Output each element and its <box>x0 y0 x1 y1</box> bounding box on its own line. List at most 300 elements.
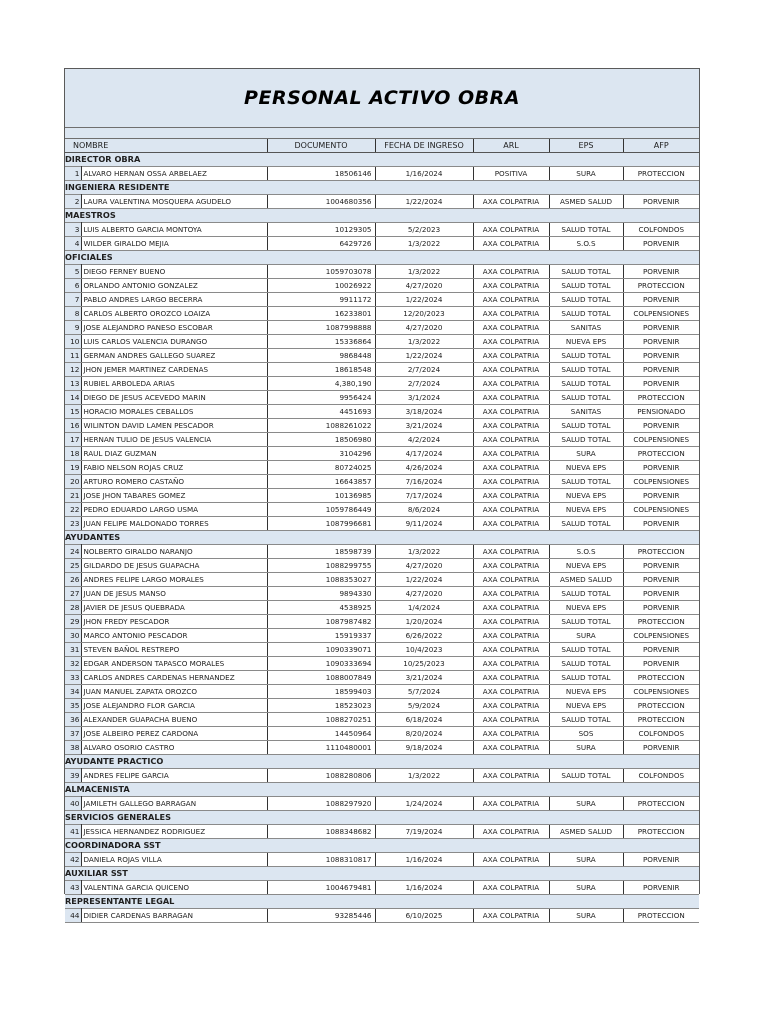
cell-nombre: JAVIER DE JESUS QUEBRADA <box>81 601 267 615</box>
cell-eps: SALUD TOTAL <box>549 517 623 531</box>
cell-documento: 18506980 <box>267 433 375 447</box>
cell-eps: SURA <box>549 797 623 811</box>
table-row <box>65 279 699 293</box>
cell-arl: AXA COLPATRIA <box>473 643 549 657</box>
cell-arl: AXA COLPATRIA <box>473 727 549 741</box>
cell-fecha: 1/3/2022 <box>375 545 473 559</box>
row-number: 7 <box>65 293 81 307</box>
row-number: 20 <box>65 475 81 489</box>
cell-documento: 1004679481 <box>267 881 375 895</box>
row-number: 31 <box>65 643 81 657</box>
cell-documento: 10129305 <box>267 223 375 237</box>
cell-documento: 1088280806 <box>267 769 375 783</box>
table-row <box>65 727 699 741</box>
cell-fecha: 10/4/2023 <box>375 643 473 657</box>
category-row <box>65 209 699 223</box>
cell-eps: NUEVA EPS <box>549 503 623 517</box>
cell-documento: 1059703078 <box>267 265 375 279</box>
cell-documento: 1087998888 <box>267 321 375 335</box>
cell-nombre: ALVARO HERNAN OSSA ARBELAEZ <box>81 167 267 181</box>
cell-afp: COLPENSIONES <box>623 433 699 447</box>
column-header-arl: ARL <box>473 139 549 153</box>
cell-fecha: 3/1/2024 <box>375 391 473 405</box>
cell-afp: COLPENSIONES <box>623 629 699 643</box>
cell-documento: 4538925 <box>267 601 375 615</box>
cell-nombre: JOSE ALBEIRO PEREZ CARDONA <box>81 727 267 741</box>
cell-arl: AXA COLPATRIA <box>473 321 549 335</box>
table-row <box>65 293 699 307</box>
cell-nombre: HORACIO MORALES CEBALLOS <box>81 405 267 419</box>
cell-afp: PROTECCION <box>623 615 699 629</box>
row-number: 39 <box>65 769 81 783</box>
cell-fecha: 5/2/2023 <box>375 223 473 237</box>
row-number: 30 <box>65 629 81 643</box>
cell-afp: PORVENIR <box>623 293 699 307</box>
table-row <box>65 419 699 433</box>
cell-afp: PORVENIR <box>623 377 699 391</box>
cell-nombre: DIEGO DE JESUS ACEVEDO MARIN <box>81 391 267 405</box>
row-number: 1 <box>65 167 81 181</box>
title-band <box>65 69 699 127</box>
row-number: 42 <box>65 853 81 867</box>
cell-afp: PROTECCION <box>623 447 699 461</box>
cell-documento: 10136985 <box>267 489 375 503</box>
cell-nombre: FABIO NELSON ROJAS CRUZ <box>81 461 267 475</box>
row-number: 17 <box>65 433 81 447</box>
cell-arl: AXA COLPATRIA <box>473 853 549 867</box>
cell-documento: 15919337 <box>267 629 375 643</box>
cell-fecha: 6/26/2022 <box>375 629 473 643</box>
cell-afp: PORVENIR <box>623 643 699 657</box>
table-row <box>65 769 699 783</box>
table-row <box>65 489 699 503</box>
cell-arl: AXA COLPATRIA <box>473 825 549 839</box>
cell-arl: AXA COLPATRIA <box>473 489 549 503</box>
cell-documento: 15336864 <box>267 335 375 349</box>
cell-eps: SOS <box>549 727 623 741</box>
cell-arl: AXA COLPATRIA <box>473 405 549 419</box>
cell-nombre: JOSE ALEJANDRO FLOR GARCIA <box>81 699 267 713</box>
cell-documento: 18523023 <box>267 699 375 713</box>
cell-afp: PENSIONADO <box>623 405 699 419</box>
cell-fecha: 5/9/2024 <box>375 699 473 713</box>
cell-fecha: 4/27/2020 <box>375 321 473 335</box>
cell-arl: AXA COLPATRIA <box>473 573 549 587</box>
cell-eps: SALUD TOTAL <box>549 615 623 629</box>
cell-documento: 9894330 <box>267 587 375 601</box>
category-label: OFICIALES <box>65 251 699 265</box>
cell-arl: AXA COLPATRIA <box>473 503 549 517</box>
table-row <box>65 223 699 237</box>
cell-fecha: 8/6/2024 <box>375 503 473 517</box>
table-row <box>65 265 699 279</box>
cell-fecha: 1/22/2024 <box>375 349 473 363</box>
cell-afp: PORVENIR <box>623 881 699 895</box>
cell-nombre: EDGAR ANDERSON TAPASCO MORALES <box>81 657 267 671</box>
cell-nombre: JAMILETH GALLEGO BARRAGAN <box>81 797 267 811</box>
table-row <box>65 629 699 643</box>
cell-afp: PROTECCION <box>623 825 699 839</box>
cell-afp: PORVENIR <box>623 559 699 573</box>
cell-eps: SALUD TOTAL <box>549 713 623 727</box>
cell-arl: AXA COLPATRIA <box>473 769 549 783</box>
row-number: 32 <box>65 657 81 671</box>
cell-nombre: CARLOS ALBERTO OROZCO LOAIZA <box>81 307 267 321</box>
cell-nombre: ANDRES FELIPE GARCIA <box>81 769 267 783</box>
table-row <box>65 447 699 461</box>
cell-fecha: 1/3/2022 <box>375 265 473 279</box>
cell-documento: 1088348682 <box>267 825 375 839</box>
cell-afp: PORVENIR <box>623 461 699 475</box>
cell-eps: SALUD TOTAL <box>549 223 623 237</box>
cell-arl: AXA COLPATRIA <box>473 475 549 489</box>
cell-nombre: JHON JEMER MARTINEZ CARDENAS <box>81 363 267 377</box>
cell-fecha: 1/22/2024 <box>375 293 473 307</box>
cell-eps: SURA <box>549 853 623 867</box>
cell-fecha: 1/3/2022 <box>375 769 473 783</box>
cell-afp: PORVENIR <box>623 363 699 377</box>
cell-nombre: RAUL DIAZ GUZMAN <box>81 447 267 461</box>
cell-documento: 4,380,190 <box>267 377 375 391</box>
row-number: 38 <box>65 741 81 755</box>
spacer-row <box>65 128 699 139</box>
cell-arl: AXA COLPATRIA <box>473 615 549 629</box>
cell-afp: COLPENSIONES <box>623 503 699 517</box>
cell-afp: PORVENIR <box>623 573 699 587</box>
cell-nombre: HERNAN TULIO DE JESUS VALENCIA <box>81 433 267 447</box>
cell-nombre: ANDRES FELIPE LARGO MORALES <box>81 573 267 587</box>
row-number: 2 <box>65 195 81 209</box>
cell-arl: AXA COLPATRIA <box>473 461 549 475</box>
table-row <box>65 433 699 447</box>
cell-eps: SALUD TOTAL <box>549 587 623 601</box>
row-number: 6 <box>65 279 81 293</box>
table-row <box>65 559 699 573</box>
cell-afp: PROTECCION <box>623 909 699 923</box>
cell-documento: 1090333694 <box>267 657 375 671</box>
category-row <box>65 895 699 909</box>
cell-eps: SALUD TOTAL <box>549 363 623 377</box>
cell-eps: SURA <box>549 881 623 895</box>
cell-afp: PROTECCION <box>623 545 699 559</box>
category-label: SERVICIOS GENERALES <box>65 811 699 825</box>
cell-eps: NUEVA EPS <box>549 461 623 475</box>
cell-documento: 9956424 <box>267 391 375 405</box>
cell-documento: 10026922 <box>267 279 375 293</box>
row-number: 29 <box>65 615 81 629</box>
row-number: 12 <box>65 363 81 377</box>
cell-afp: PORVENIR <box>623 321 699 335</box>
cell-fecha: 4/17/2024 <box>375 447 473 461</box>
table-row <box>65 671 699 685</box>
cell-eps: SALUD TOTAL <box>549 307 623 321</box>
cell-eps: SALUD TOTAL <box>549 433 623 447</box>
cell-eps: SALUD TOTAL <box>549 419 623 433</box>
cell-documento: 1088310817 <box>267 853 375 867</box>
table-row <box>65 573 699 587</box>
cell-afp: COLFONDOS <box>623 769 699 783</box>
cell-documento: 1088270251 <box>267 713 375 727</box>
cell-arl: POSITIVA <box>473 167 549 181</box>
row-number: 28 <box>65 601 81 615</box>
cell-nombre: WILDER GIRALDO MEJIA <box>81 237 267 251</box>
cell-afp: PORVENIR <box>623 741 699 755</box>
cell-arl: AXA COLPATRIA <box>473 545 549 559</box>
column-header-eps: EPS <box>549 139 623 153</box>
cell-fecha: 3/18/2024 <box>375 405 473 419</box>
cell-eps: SALUD TOTAL <box>549 293 623 307</box>
cell-fecha: 2/7/2024 <box>375 377 473 391</box>
cell-nombre: PEDRO EDUARDO LARGO USMA <box>81 503 267 517</box>
row-number: 27 <box>65 587 81 601</box>
category-row <box>65 251 699 265</box>
table-row <box>65 405 699 419</box>
column-header-documento: DOCUMENTO <box>267 139 375 153</box>
table-row <box>65 475 699 489</box>
cell-nombre: ALVARO OSORIO CASTRO <box>81 741 267 755</box>
page-title: PERSONAL ACTIVO OBRA <box>244 87 520 109</box>
cell-fecha: 6/18/2024 <box>375 713 473 727</box>
row-number: 11 <box>65 349 81 363</box>
cell-arl: AXA COLPATRIA <box>473 363 549 377</box>
spreadsheet <box>64 68 700 920</box>
cell-afp: PORVENIR <box>623 195 699 209</box>
table-row <box>65 363 699 377</box>
cell-documento: 1059786449 <box>267 503 375 517</box>
cell-documento: 3104296 <box>267 447 375 461</box>
table-row <box>65 237 699 251</box>
category-row <box>65 839 699 853</box>
category-row <box>65 867 699 881</box>
cell-nombre: RUBIEL ARBOLEDA ARIAS <box>81 377 267 391</box>
row-number: 23 <box>65 517 81 531</box>
header-row <box>65 139 699 153</box>
row-number: 13 <box>65 377 81 391</box>
cell-arl: AXA COLPATRIA <box>473 377 549 391</box>
table-row <box>65 909 699 923</box>
cell-nombre: LUIS ALBERTO GARCIA MONTOYA <box>81 223 267 237</box>
cell-arl: AXA COLPATRIA <box>473 685 549 699</box>
row-number: 36 <box>65 713 81 727</box>
cell-eps: SALUD TOTAL <box>549 391 623 405</box>
row-number: 41 <box>65 825 81 839</box>
footer-spacer-row <box>65 923 699 934</box>
cell-eps: NUEVA EPS <box>549 699 623 713</box>
cell-documento: 9868448 <box>267 349 375 363</box>
column-header-afp: AFP <box>623 139 699 153</box>
cell-eps: ASMED SALUD <box>549 195 623 209</box>
row-number: 22 <box>65 503 81 517</box>
cell-eps: SALUD TOTAL <box>549 265 623 279</box>
cell-nombre: JUAN FELIPE MALDONADO TORRES <box>81 517 267 531</box>
row-number: 14 <box>65 391 81 405</box>
cell-documento: 1088261022 <box>267 419 375 433</box>
cell-arl: AXA COLPATRIA <box>473 237 549 251</box>
table-row <box>65 335 699 349</box>
cell-nombre: JOSE JHON TABARES GOMEZ <box>81 489 267 503</box>
cell-eps: SANITAS <box>549 321 623 335</box>
cell-eps: ASMED SALUD <box>549 825 623 839</box>
category-row <box>65 755 699 769</box>
cell-fecha: 3/21/2024 <box>375 671 473 685</box>
cell-afp: COLFONDOS <box>623 727 699 741</box>
cell-fecha: 1/20/2024 <box>375 615 473 629</box>
cell-afp: PORVENIR <box>623 237 699 251</box>
cell-nombre: GILDARDO DE JESUS GUAPACHA <box>81 559 267 573</box>
category-label: MAESTROS <box>65 209 699 223</box>
table-row <box>65 545 699 559</box>
row-number: 26 <box>65 573 81 587</box>
cell-eps: NUEVA EPS <box>549 601 623 615</box>
cell-fecha: 1/16/2024 <box>375 853 473 867</box>
cell-nombre: ORLANDO ANTONIO GONZALEZ <box>81 279 267 293</box>
table-row <box>65 377 699 391</box>
cell-afp: COLFONDOS <box>623 223 699 237</box>
cell-fecha: 1/24/2024 <box>375 797 473 811</box>
cell-documento: 1088299755 <box>267 559 375 573</box>
cell-fecha: 1/3/2022 <box>375 335 473 349</box>
category-row <box>65 811 699 825</box>
row-number: 21 <box>65 489 81 503</box>
cell-fecha: 1/3/2022 <box>375 237 473 251</box>
cell-arl: AXA COLPATRIA <box>473 293 549 307</box>
row-number: 19 <box>65 461 81 475</box>
cell-afp: COLPENSIONES <box>623 307 699 321</box>
cell-arl: AXA COLPATRIA <box>473 657 549 671</box>
cell-fecha: 4/2/2024 <box>375 433 473 447</box>
cell-afp: PROTECCION <box>623 699 699 713</box>
cell-afp: PORVENIR <box>623 419 699 433</box>
cell-nombre: ALEXANDER GUAPACHA BUENO <box>81 713 267 727</box>
table-row <box>65 601 699 615</box>
row-number: 3 <box>65 223 81 237</box>
cell-documento: 4451693 <box>267 405 375 419</box>
cell-documento: 1088007849 <box>267 671 375 685</box>
cell-fecha: 12/20/2023 <box>375 307 473 321</box>
cell-nombre: JOSE ALEJANDRO PANESO ESCOBAR <box>81 321 267 335</box>
cell-afp: PORVENIR <box>623 265 699 279</box>
cell-nombre: STEVEN BAÑOL RESTREPO <box>81 643 267 657</box>
row-number: 37 <box>65 727 81 741</box>
cell-nombre: LAURA VALENTINA MOSQUERA AGUDELO <box>81 195 267 209</box>
table-row <box>65 503 699 517</box>
cell-arl: AXA COLPATRIA <box>473 629 549 643</box>
row-number: 34 <box>65 685 81 699</box>
cell-documento: 16233801 <box>267 307 375 321</box>
cell-afp: PORVENIR <box>623 349 699 363</box>
category-label: INGENIERA RESIDENTE <box>65 181 699 195</box>
table-row <box>65 853 699 867</box>
cell-eps: SURA <box>549 167 623 181</box>
cell-fecha: 4/27/2020 <box>375 279 473 293</box>
row-number: 9 <box>65 321 81 335</box>
cell-arl: AXA COLPATRIA <box>473 349 549 363</box>
cell-eps: NUEVA EPS <box>549 685 623 699</box>
cell-arl: AXA COLPATRIA <box>473 741 549 755</box>
cell-arl: AXA COLPATRIA <box>473 517 549 531</box>
table-row <box>65 881 699 895</box>
cell-fecha: 9/11/2024 <box>375 517 473 531</box>
cell-eps: SALUD TOTAL <box>549 657 623 671</box>
cell-nombre: MARCO ANTONIO PESCADOR <box>81 629 267 643</box>
table-row <box>65 741 699 755</box>
cell-afp: PORVENIR <box>623 489 699 503</box>
category-label: AUXILIAR SST <box>65 867 699 881</box>
cell-nombre: JUAN DE JESUS MANSO <box>81 587 267 601</box>
cell-eps: SURA <box>549 909 623 923</box>
cell-documento: 18506146 <box>267 167 375 181</box>
cell-afp: PORVENIR <box>623 853 699 867</box>
cell-arl: AXA COLPATRIA <box>473 391 549 405</box>
cell-nombre: JUAN MANUEL ZAPATA OROZCO <box>81 685 267 699</box>
table-row <box>65 391 699 405</box>
row-number: 24 <box>65 545 81 559</box>
table-row <box>65 587 699 601</box>
cell-afp: PROTECCION <box>623 797 699 811</box>
cell-eps: SURA <box>549 741 623 755</box>
cell-afp: PORVENIR <box>623 587 699 601</box>
cell-nombre: JESSICA HERNANDEZ RODRIGUEZ <box>81 825 267 839</box>
table-row <box>65 797 699 811</box>
row-number: 15 <box>65 405 81 419</box>
cell-fecha: 7/16/2024 <box>375 475 473 489</box>
cell-arl: AXA COLPATRIA <box>473 797 549 811</box>
cell-nombre: ARTURO ROMERO CASTAÑO <box>81 475 267 489</box>
row-number: 5 <box>65 265 81 279</box>
cell-afp: PROTECCION <box>623 167 699 181</box>
cell-documento: 1087987482 <box>267 615 375 629</box>
category-label: REPRESENTANTE LEGAL <box>65 895 699 909</box>
cell-eps: NUEVA EPS <box>549 489 623 503</box>
cell-arl: AXA COLPATRIA <box>473 419 549 433</box>
cell-fecha: 4/27/2020 <box>375 559 473 573</box>
cell-fecha: 6/10/2025 <box>375 909 473 923</box>
cell-documento: 1087996681 <box>267 517 375 531</box>
cell-fecha: 1/16/2024 <box>375 881 473 895</box>
cell-eps: SURA <box>549 447 623 461</box>
cell-eps: S.O.S <box>549 545 623 559</box>
table-row <box>65 615 699 629</box>
category-label: DIRECTOR OBRA <box>65 153 699 167</box>
cell-afp: PROTECCION <box>623 391 699 405</box>
cell-arl: AXA COLPATRIA <box>473 587 549 601</box>
cell-fecha: 1/4/2024 <box>375 601 473 615</box>
cell-eps: SALUD TOTAL <box>549 377 623 391</box>
cell-afp: PROTECCION <box>623 279 699 293</box>
cell-nombre: PABLO ANDRES LARGO BECERRA <box>81 293 267 307</box>
cell-nombre: CARLOS ANDRES CARDENAS HERNANDEZ <box>81 671 267 685</box>
cell-arl: AXA COLPATRIA <box>473 265 549 279</box>
cell-afp: PROTECCION <box>623 713 699 727</box>
category-label: AYUDANTES <box>65 531 699 545</box>
row-number: 8 <box>65 307 81 321</box>
cell-arl: AXA COLPATRIA <box>473 699 549 713</box>
table-row <box>65 825 699 839</box>
cell-arl: AXA COLPATRIA <box>473 671 549 685</box>
table-row <box>65 307 699 321</box>
cell-documento: 1088297920 <box>267 797 375 811</box>
category-row <box>65 531 699 545</box>
cell-eps: ASMED SALUD <box>549 573 623 587</box>
table-row <box>65 195 699 209</box>
cell-documento: 1004680356 <box>267 195 375 209</box>
category-label: AYUDANTE PRACTICO <box>65 755 699 769</box>
table-row <box>65 517 699 531</box>
category-label: COORDINADORA SST <box>65 839 699 853</box>
category-row <box>65 783 699 797</box>
cell-eps: SALUD TOTAL <box>549 769 623 783</box>
row-number: 40 <box>65 797 81 811</box>
